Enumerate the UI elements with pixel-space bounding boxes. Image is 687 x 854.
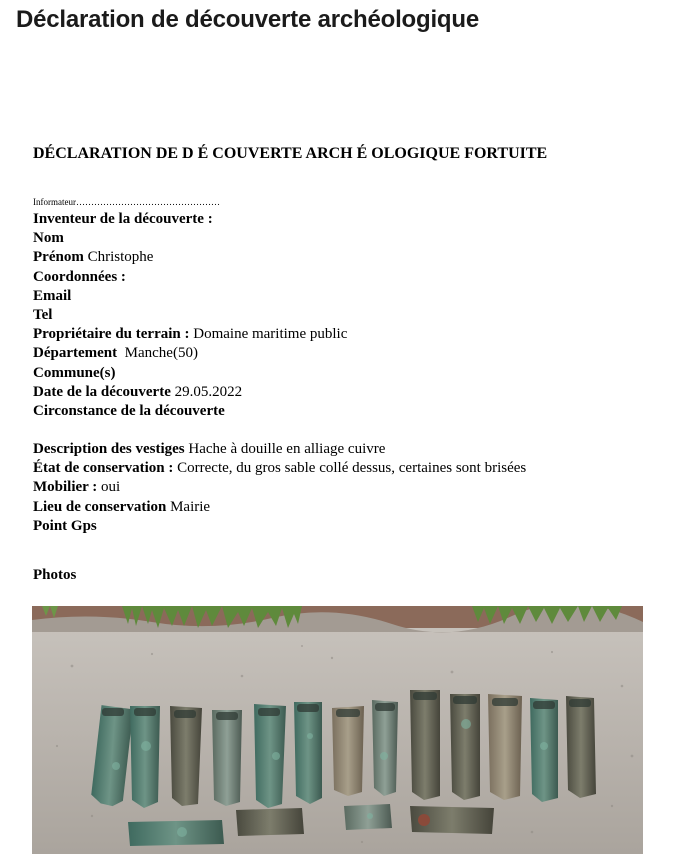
photos-label: Photos [33, 567, 77, 584]
date-value: 29.05.2022 [170, 383, 243, 400]
tel-label: Tel [33, 306, 53, 323]
lieu-value: Mairie [166, 498, 211, 515]
field-mobilier [33, 478, 593, 497]
declaration-fields [33, 210, 593, 585]
spacer [33, 421, 593, 440]
field-photos [33, 566, 593, 585]
field-tel [33, 306, 593, 325]
artifact-photo [32, 606, 643, 854]
proprietaire-value: Domaine maritime public [189, 326, 348, 343]
field-lieu [33, 498, 593, 517]
gps-label: Point Gps [33, 517, 97, 534]
prenom-label: Prénom [33, 249, 84, 266]
departement-label: Département [33, 345, 118, 362]
document-heading: DÉCLARATION DE D É COUVERTE ARCH É OLOGIQUE FORTUITE [33, 145, 548, 162]
lieu-label: Lieu de conservation [33, 498, 167, 515]
date-label: Date de la découverte [33, 383, 171, 400]
departement-value: Manche(50) [117, 345, 198, 362]
prenom-value: Christophe [83, 249, 154, 266]
field-inventeur [33, 210, 593, 229]
field-coordonnees [33, 268, 593, 287]
field-etat [33, 459, 543, 478]
field-description [33, 440, 593, 459]
field-proprietaire [33, 325, 593, 344]
circonstance-label: Circonstance de la découverte [33, 402, 225, 419]
mobilier-value: oui [97, 479, 121, 496]
informateur-line: Informateur………………………………………… [33, 197, 220, 207]
page-title: Déclaration de découverte archéologique [16, 6, 480, 33]
communes-label: Commune(s) [33, 364, 116, 381]
spacer [33, 536, 593, 566]
field-date [33, 383, 593, 402]
email-label: Email [33, 287, 72, 304]
inventeur-label: Inventeur de la découverte : [33, 211, 213, 227]
coordonnees-label: Coordonnées : [33, 268, 126, 285]
etat-label: État de conservation : [33, 460, 174, 477]
description-value: Hache à douille en alliage cuivre [184, 441, 386, 458]
nom-label: Nom [33, 230, 64, 247]
bronze-axes-photo [32, 606, 643, 854]
field-circonstance [33, 402, 593, 421]
field-email [33, 287, 593, 306]
etat-value: Correcte, du gros sable collé dessus, certaines sont brisées [173, 460, 527, 477]
proprietaire-label: Propriétaire du terrain : [33, 326, 190, 343]
field-communes [33, 364, 593, 383]
mobilier-label: Mobilier : [33, 479, 98, 496]
description-label: Description des vestiges [33, 441, 185, 458]
field-nom [33, 229, 593, 248]
field-prenom [33, 248, 593, 267]
field-gps [33, 517, 593, 536]
field-departement [33, 344, 593, 363]
